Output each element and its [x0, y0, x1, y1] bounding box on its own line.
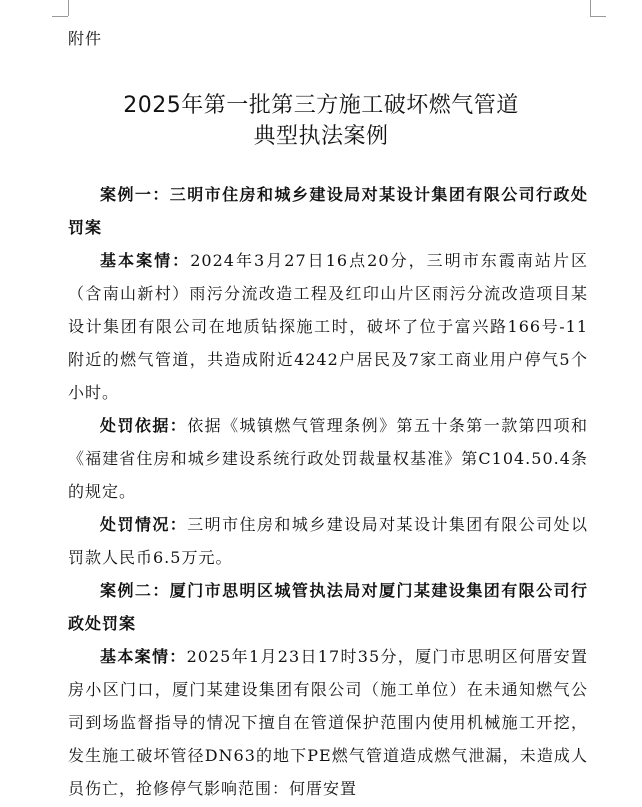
case1-facts-label: 基本案情： [100, 251, 191, 270]
case1-penalty-label: 处罚情况： [100, 515, 188, 534]
case1-basis-label: 处罚依据： [100, 416, 188, 435]
attachment-label: 附件 [68, 29, 103, 48]
case1-basis-text: 依据《城镇燃气管理条例》第五十条第一款第四项和《福建省住房和城乡建设系统行政处罚裁量权基准》第C104.50.4条的规定。 [68, 416, 588, 501]
document-title-line-2: 典型执法案例 [253, 124, 389, 149]
case1-facts-paragraph [68, 244, 588, 409]
case2-heading: 案例二：厦门市思明区城管执法局对厦门某建设集团有限公司行政处罚案 [68, 581, 588, 633]
case1-penalty-paragraph [68, 508, 588, 574]
case2-facts-label: 基本案情： [100, 647, 187, 666]
case1-penalty-text: 三明市住房和城乡建设局对某设计集团有限公司处以罚款人民币6.5万元。 [68, 515, 588, 567]
case1-heading: 案例一：三明市住房和城乡建设局对某设计集团有限公司行政处罚案 [68, 185, 588, 237]
corner-mark-top-right-horizontal [590, 16, 606, 17]
corner-mark-top-left-horizontal [52, 16, 68, 17]
case1-facts-text: 2024年3月27日16点20分，三明市东霞南站片区（含南山新村）雨污分流改造工程及红印山片区雨污分流改造项目某设计集团有限公司在地质钻探施工时，破坏了位于富兴路166号-11附近的燃气管道，共造成附近4242户居民及7家工商业用户停气5个小时。 [68, 251, 588, 402]
corner-mark-top-right-vertical [590, 0, 591, 16]
case1-basis-paragraph [68, 409, 588, 508]
corner-mark-top-left-vertical [68, 0, 69, 16]
document-body [68, 178, 588, 805]
case2-facts-text: 2025年1月23日17时35分，厦门市思明区何厝安置房小区门口，厦门某建设集团有限公司（施工单位）在未通知燃气公司到场监督指导的情况下擅自在管道保护范围内使用机械施工开挖，发生施工破坏管径DN63的地下PE燃气管道造成燃气泄漏，未造成人员伤亡，抢修停气影响范围：何厝安置 [68, 647, 588, 798]
document-title-line-1: 2025年第一批第三方施工破坏燃气管道 [123, 93, 519, 118]
case2-facts-paragraph [68, 640, 588, 805]
